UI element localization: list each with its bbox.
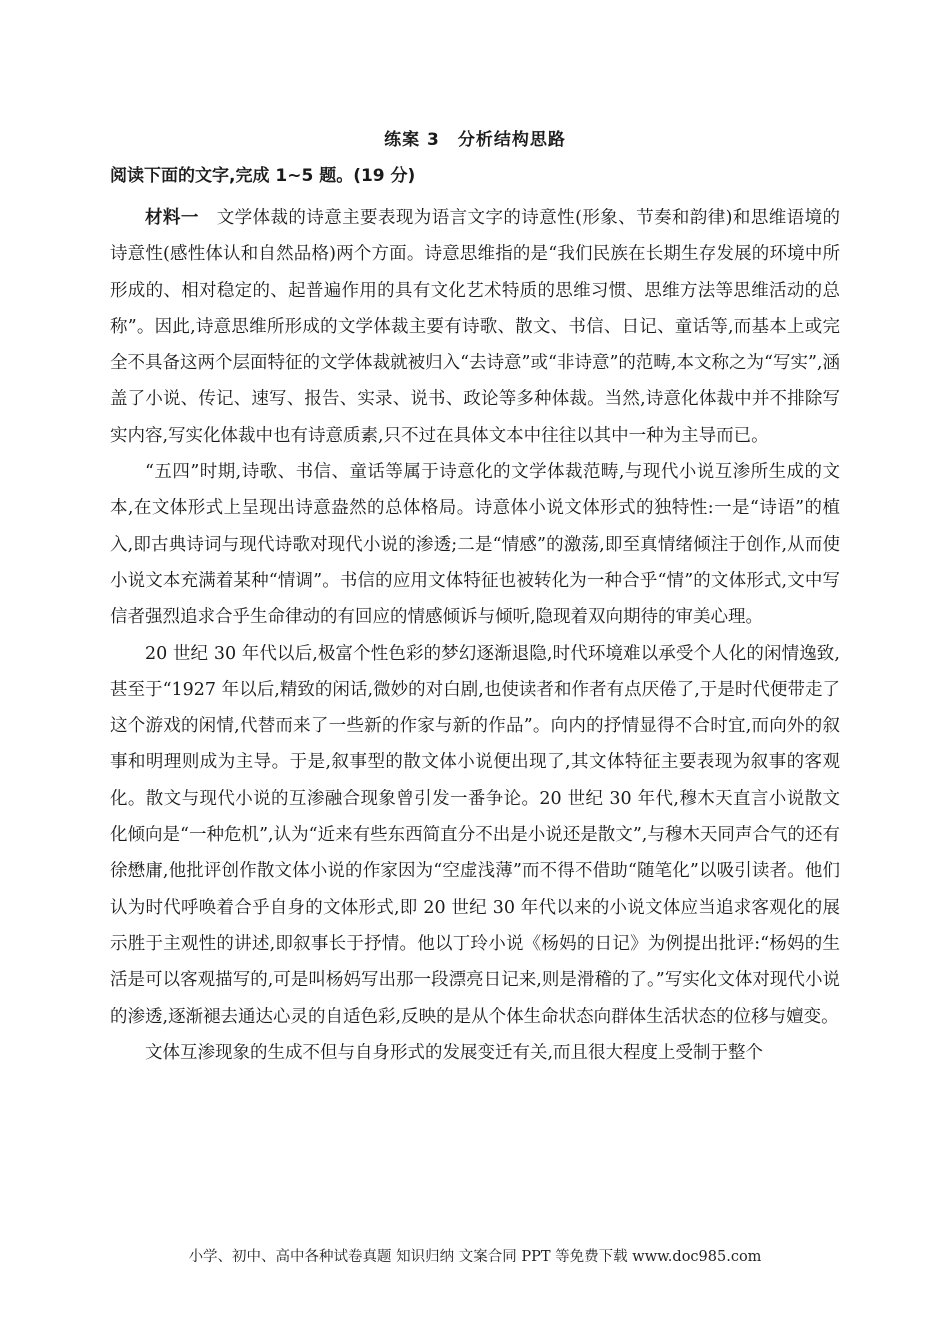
footer-ad-text: 小学、初中、高中各种试卷真题 知识归纳 文案合同 PPT 等免费下载 www.doc985.com (188, 1249, 762, 1265)
paragraph-4: 文体互渗现象的生成不但与自身形式的发展变迁有关,而且很大程度上受制于整个 (145, 1042, 764, 1063)
question-instruction: 阅读下面的文字,完成 1~5 题。(19 分) (110, 166, 416, 186)
paragraph-2: “五四”时期,诗歌、书信、童话等属于诗意化的文学体裁范畴,与现代小说互渗所生成的文本,在文体形式上呈现出诗意盎然的总体格局。诗意体小说文体形式的独特性:一是“诗语”的植入,即古典诗词与现代诗歌对现代小说的渗透;二是“情感”的激荡,即至真情绪倾注于创作,从而使小说文本充满着某种“情调”。书信的应用文体特征也被转化为一种合乎“情”的文体形式,文中写信者强烈追求合乎生命律动的有回应的情感倾诉与倾听,隐现着双向期待的审美心理。 (110, 462, 840, 628)
material-label: 材料一 (145, 208, 199, 228)
page-title: 练案 3 分析结构思路 (384, 130, 566, 150)
paragraph-3: 20 世纪 30 年代以后,极富个性色彩的梦幻逐渐退隐,时代环境难以承受个人化的闲情逸致,甚至于“1927 年以后,精致的闲话,微妙的对白剧,也使读者和作者有点厌倦了,于是时代便带走了这个游戏的闲情,代替而来了一些新的作家与新的作品”。向内的抒情显得不合时宜,而向外的叙事和明理则成为主导。于是,叙事型的散文体小说便出现了,其文体特征主要表现为叙事的客观化。散文与现代小说的互渗融合现象曾引发一番争论。20 世纪 30 年代,穆木天直言小说散文化倾向是“一种危机”,认为“近来有些东西简直分不出是小说还是散文”,与穆木天同声合气的还有徐懋庸,他批评创作散文体小说的作家因为“空虚浅薄”而不得不借助“随笔化”以吸引读者。他们认为时代呼唤着合乎自身的文体形式,即 20 世纪 30 年代以来的小说文体应当追求客观化的展示胜于主观性的讲述,即叙事长于抒情。他以丁玲小说《杨妈的日记》为例提出批评:“杨妈的生活是可以客观描写的,可是叫杨妈写出那一段漂亮日记来,则是滑稽的了。”写实化文体对现代小说的渗透,逐渐褪去通达心灵的自适色彩,反映的是从个体生命状态向群体生活状态的位移与嬗变。 (110, 643, 840, 1027)
paragraph-1 (110, 200, 840, 454)
paragraph-1-text: 文学体裁的诗意主要表现为语言文字的诗意性(形象、节奏和韵律)和思维语境的诗意性(感性体认和自然品格)两个方面。诗意思维指的是“我们民族在长期生存发展的环境中所形成的、相对稳定的、起普遍作用的具有文化艺术特质的思维习惯、思维方法等思维活动的总称”。因此,诗意思维所形成的文学体裁主要有诗歌、散文、书信、日记、童话等,而基本上或完全不具备这两个层面特征的文学体裁就被归入“去诗意”或“非诗意”的范畴,本文称之为“写实”,涵盖了小说、传记、速写、报告、实录、说书、政论等多种体裁。当然,诗意化体裁中并不排除写实内容,写实化体裁中也有诗意质素,只不过在具体文本中往往以其中一种为主导而已。 (110, 208, 841, 446)
reading-passage (110, 200, 840, 1071)
